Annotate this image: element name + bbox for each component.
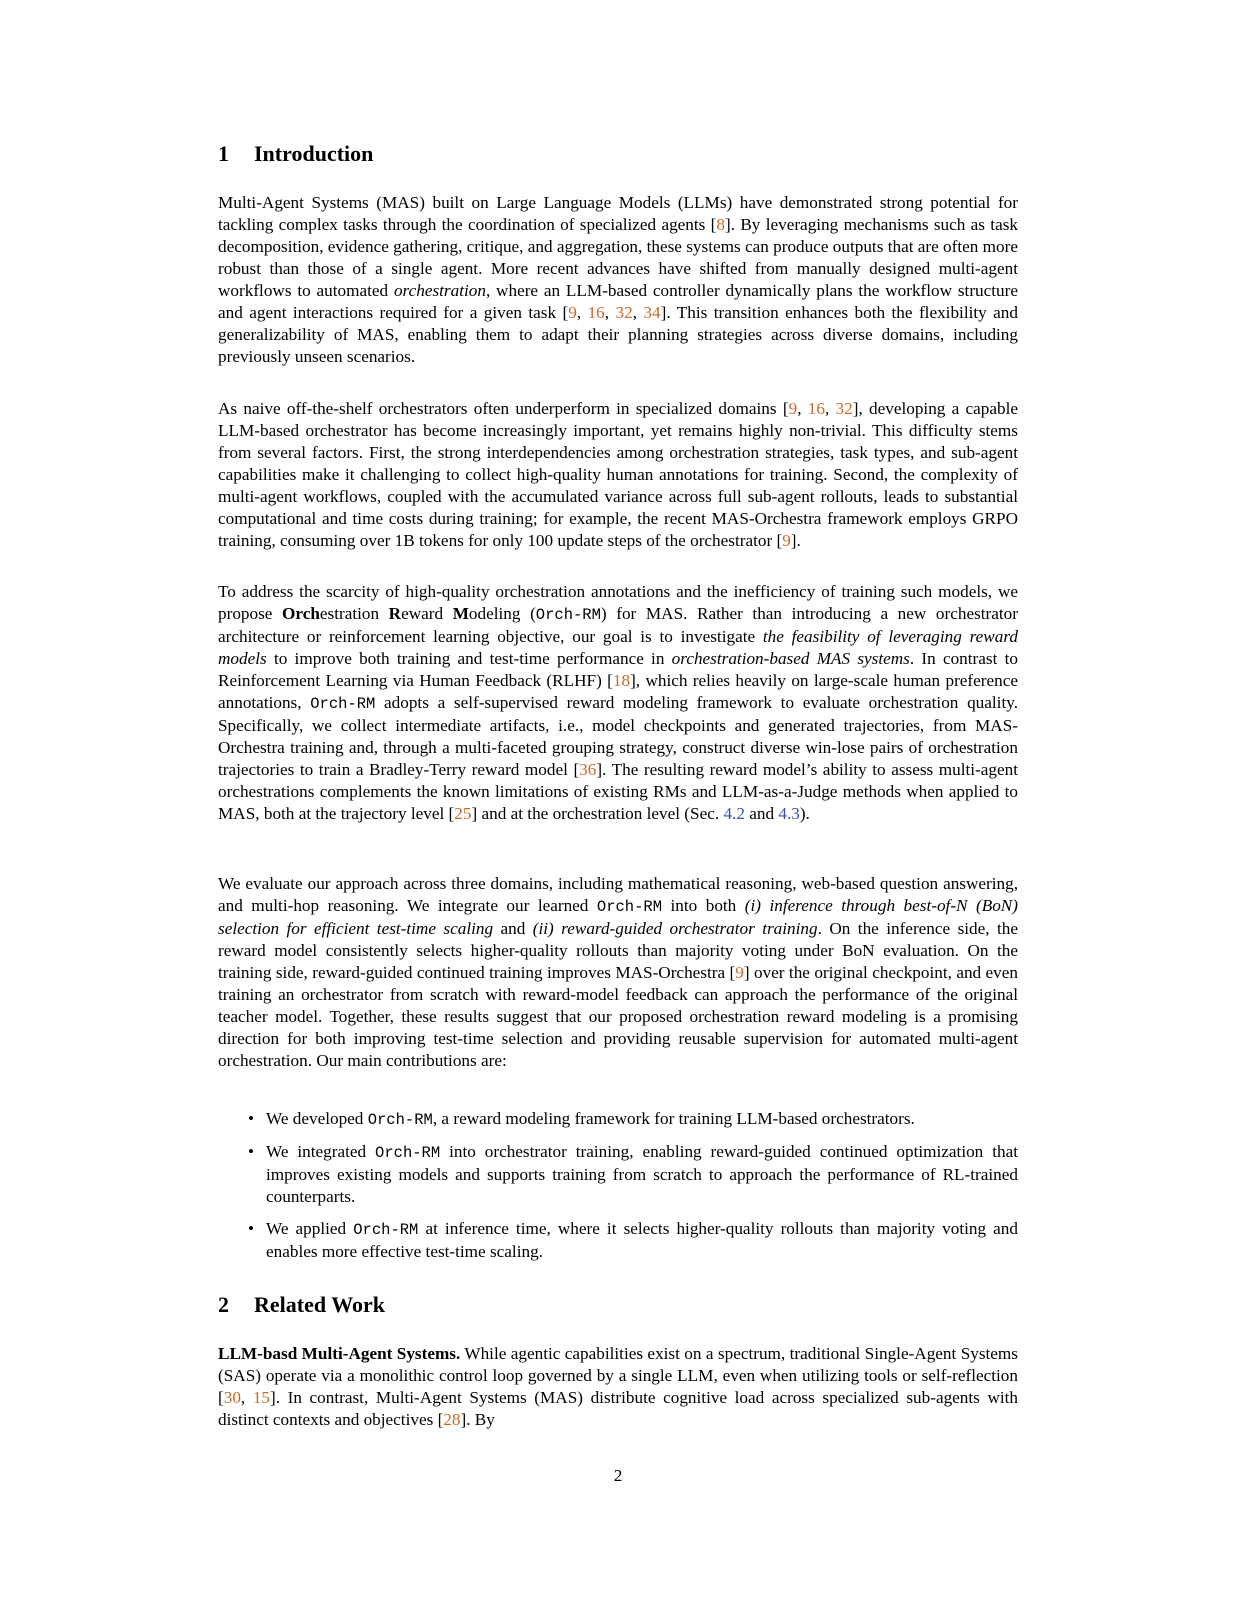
text-run: ]. By	[460, 1410, 495, 1429]
citation-link[interactable]: 18	[612, 671, 631, 690]
text-run: Multi-Agent Systems (MAS) built on Large Language Models (LLMs) have demonstrated strong potential for tackling complex tasks through the coordination of specialized agents [	[218, 193, 1018, 234]
citation-link[interactable]: 16	[587, 303, 605, 322]
text-run: ] over the original checkpoint, and even training an orchestrator from scratch with reward-model feedback can approach the performance of the original teacher model. Together, these results suggest that our proposed orchestration reward modeling is a promising direction for both improving test-time selection and providing reusable supervision for automated multi-agent orchestration. Our main contributions are:	[218, 963, 1018, 1070]
contributions-list	[218, 1108, 1018, 1273]
text-run: ], which relies heavily on large-scale human preference annotations,	[218, 671, 1018, 712]
text-run: . In contrast to Reinforcement Learning via Human Feedback (RLHF) [	[218, 649, 1018, 690]
bold-text: R	[388, 604, 402, 623]
text-run: ]. By leveraging mechanisms such as task decomposition, evidence gathering, critique, and aggregation, these systems can produce outputs that are often more robust than those of a single agent. More recent advances have shifted from manually designed multi-agent workflows to automated	[218, 215, 1018, 300]
code-name: Orch-RM	[535, 606, 601, 624]
text-run: into orchestrator training, enabling reward-guided continued optimization that improves existing models and supports training from scratch to approach the performance of RL-trained counterparts.	[266, 1142, 1018, 1206]
citation-link[interactable]: 15	[252, 1388, 271, 1407]
italic-text: orchestration	[393, 281, 486, 300]
text-run: ,	[824, 399, 836, 418]
text-run: ], developing a capable LLM-based orchestrator has become increasingly important, yet remains highly non-trivial. This difficulty stems from several factors. First, the strong interdependencies among orchestration strategies, task types, and sub-agent capabilities make it challenging to collect high-quality human annotations for training. Second, the complexity of multi-agent workflows, coupled with the accumulated variance across full sub-agent rollouts, leads to substantial computational and time costs during training; for example, the recent MAS-Orchestra framework employs GRPO training, consuming over 1B tokens for only 100 update steps of the orchestrator [	[218, 399, 1019, 550]
intro-paragraph-1	[218, 192, 1018, 368]
bold-text: LLM-basd Multi-Agent Systems.	[218, 1344, 461, 1363]
citation-link[interactable]: 9	[735, 963, 744, 982]
contribution-item: • We developed Orch-RM, a reward modeling framework for training LLM-based orchestrators.	[248, 1109, 915, 1129]
code-name: Orch-RM	[353, 1221, 419, 1239]
code-name: Orch-RM	[310, 695, 376, 713]
citation-link[interactable]: 8	[716, 215, 725, 234]
code-name: Orch-RM	[367, 1111, 433, 1129]
text-run: ]. This transition enhances both the flexibility and generalizability of MAS, enabling them to adapt their planning strategies across diverse domains, including previously unseen scenarios.	[218, 303, 1018, 366]
text-run: ] and at the orchestration level (Sec.	[471, 804, 724, 823]
citation-link[interactable]: 32	[835, 399, 853, 418]
italic-text: (ii) reward-guided orchestrator training	[532, 919, 818, 938]
intro-paragraph-2	[218, 398, 1018, 552]
related-work-paragraph-1	[218, 1343, 1018, 1431]
contribution-item: • We applied Orch-RM at inference time, where it selects higher-quality rollouts than majority voting and enables more effective test-time scaling.	[248, 1219, 1018, 1261]
text-run: We applied	[266, 1219, 354, 1238]
text-run: While agentic capabilities exist on a spectrum, traditional Single-Agent Systems (SAS) operate via a monolithic control loop governed by a single LLM, even when utilizing tools or self-reflection [	[218, 1344, 1018, 1407]
cross-reference-link[interactable]: 4.2	[723, 804, 745, 823]
text-run: ) for MAS. Rather than introducing a new orchestrator architecture or reinforcement learning objective, our goal is to investigate	[218, 604, 1018, 646]
citation-link[interactable]: 16	[807, 399, 825, 418]
citation-link[interactable]: 9	[788, 399, 798, 418]
italic-text: orchestration-based MAS systems	[671, 649, 910, 668]
text-run: to improve both training and test-time performance in	[266, 649, 672, 668]
text-run: odeling (	[468, 604, 536, 623]
citation-link[interactable]: 34	[643, 303, 661, 322]
text-run: ,	[632, 303, 644, 322]
citation-link[interactable]: 30	[223, 1388, 241, 1407]
text-run: ].	[790, 531, 801, 550]
section-heading-introduction: 1 Introduction	[218, 141, 374, 166]
section-heading-related-work: 2 Related Work	[218, 1292, 385, 1317]
italic-text: the feasibility of leveraging reward models	[218, 627, 1018, 668]
citation-link[interactable]: 9	[568, 303, 577, 322]
text-run: estration	[319, 604, 389, 623]
text-run: ,	[576, 303, 588, 322]
citation-link[interactable]: 36	[579, 760, 597, 779]
text-run: ,	[604, 303, 616, 322]
intro-paragraph-4	[218, 873, 1018, 1072]
text-run: and	[744, 804, 779, 823]
citation-link[interactable]: 25	[454, 804, 472, 823]
text-run: ,	[240, 1388, 253, 1407]
text-run: As naive off-the-shelf orchestrators often underperform in specialized domains [	[218, 399, 789, 418]
text-run: into both	[662, 896, 745, 915]
text-run: , a reward modeling framework for training LLM-based orchestrators.	[432, 1109, 915, 1128]
cross-reference-link[interactable]: 4.3	[778, 804, 800, 823]
text-run: at inference time, where it selects higher-quality rollouts than majority voting and enables more effective test-time scaling.	[266, 1219, 1018, 1261]
page-number: 2	[613, 1466, 623, 1485]
text-run: ]. The resulting reward model’s ability to assess multi-agent orchestrations complements the known limitations of existing RMs and LLM-as-a-Judge methods when applied to MAS, both at the trajectory level [	[218, 760, 1018, 823]
text-run: ).	[799, 804, 810, 823]
contribution-item: • We integrated Orch-RM into orchestrator training, enabling reward-guided continued optimization that improves existing models and supports training from scratch to approach the performance of RL-trained counterparts.	[248, 1142, 1018, 1206]
text-run: We integrated	[266, 1142, 376, 1161]
text-run: We evaluate our approach across three domains, including mathematical reasoning, web-based question answering, and multi-hop reasoning. We integrate our learned	[218, 874, 1018, 915]
text-run: , where an LLM-based controller dynamically plans the workflow structure and agent interactions required for a given task [	[218, 281, 1018, 322]
text-run: We developed	[266, 1109, 368, 1128]
bold-text: Orch	[282, 604, 320, 623]
text-run: adopts a self-supervised reward modeling framework to evaluate orchestration quality. Specifically, we collect intermediate artifacts, i.e., model checkpoints and generated trajectories, from MAS-Orchestra training and, through a multi-faceted grouping strategy, construct diverse win-lose pairs of orchestration trajectories to train a Bradley-Terry reward model [	[218, 693, 1018, 779]
bold-text: M	[452, 604, 469, 623]
text-run: . On the inference side, the reward model consistently selects higher-quality rollouts than majority voting under BoN evaluation. On the training side, reward-guided continued training improves MAS-Orchestra [	[218, 919, 1018, 982]
text-run: ,	[797, 399, 808, 418]
code-name: Orch-RM	[375, 1144, 441, 1162]
text-run: To address the scarcity of high-quality orchestration annotations and the inefficiency of training such models, we propose	[218, 582, 1018, 623]
citation-link[interactable]: 32	[615, 303, 633, 322]
text-run: and	[493, 919, 533, 938]
citation-link[interactable]: 28	[443, 1410, 461, 1429]
italic-text: (i) inference through best-of-N (BoN) selection for efficient test-time scaling	[218, 896, 1018, 938]
code-name: Orch-RM	[596, 898, 663, 916]
citation-link[interactable]: 9	[782, 531, 791, 550]
intro-paragraph-3	[218, 581, 1018, 825]
text-run: ]. In contrast, Multi-Agent Systems (MAS) distribute cognitive load across specialized sub-agents with distinct contexts and objectives [	[218, 1388, 1019, 1429]
text-run: eward	[401, 604, 453, 623]
